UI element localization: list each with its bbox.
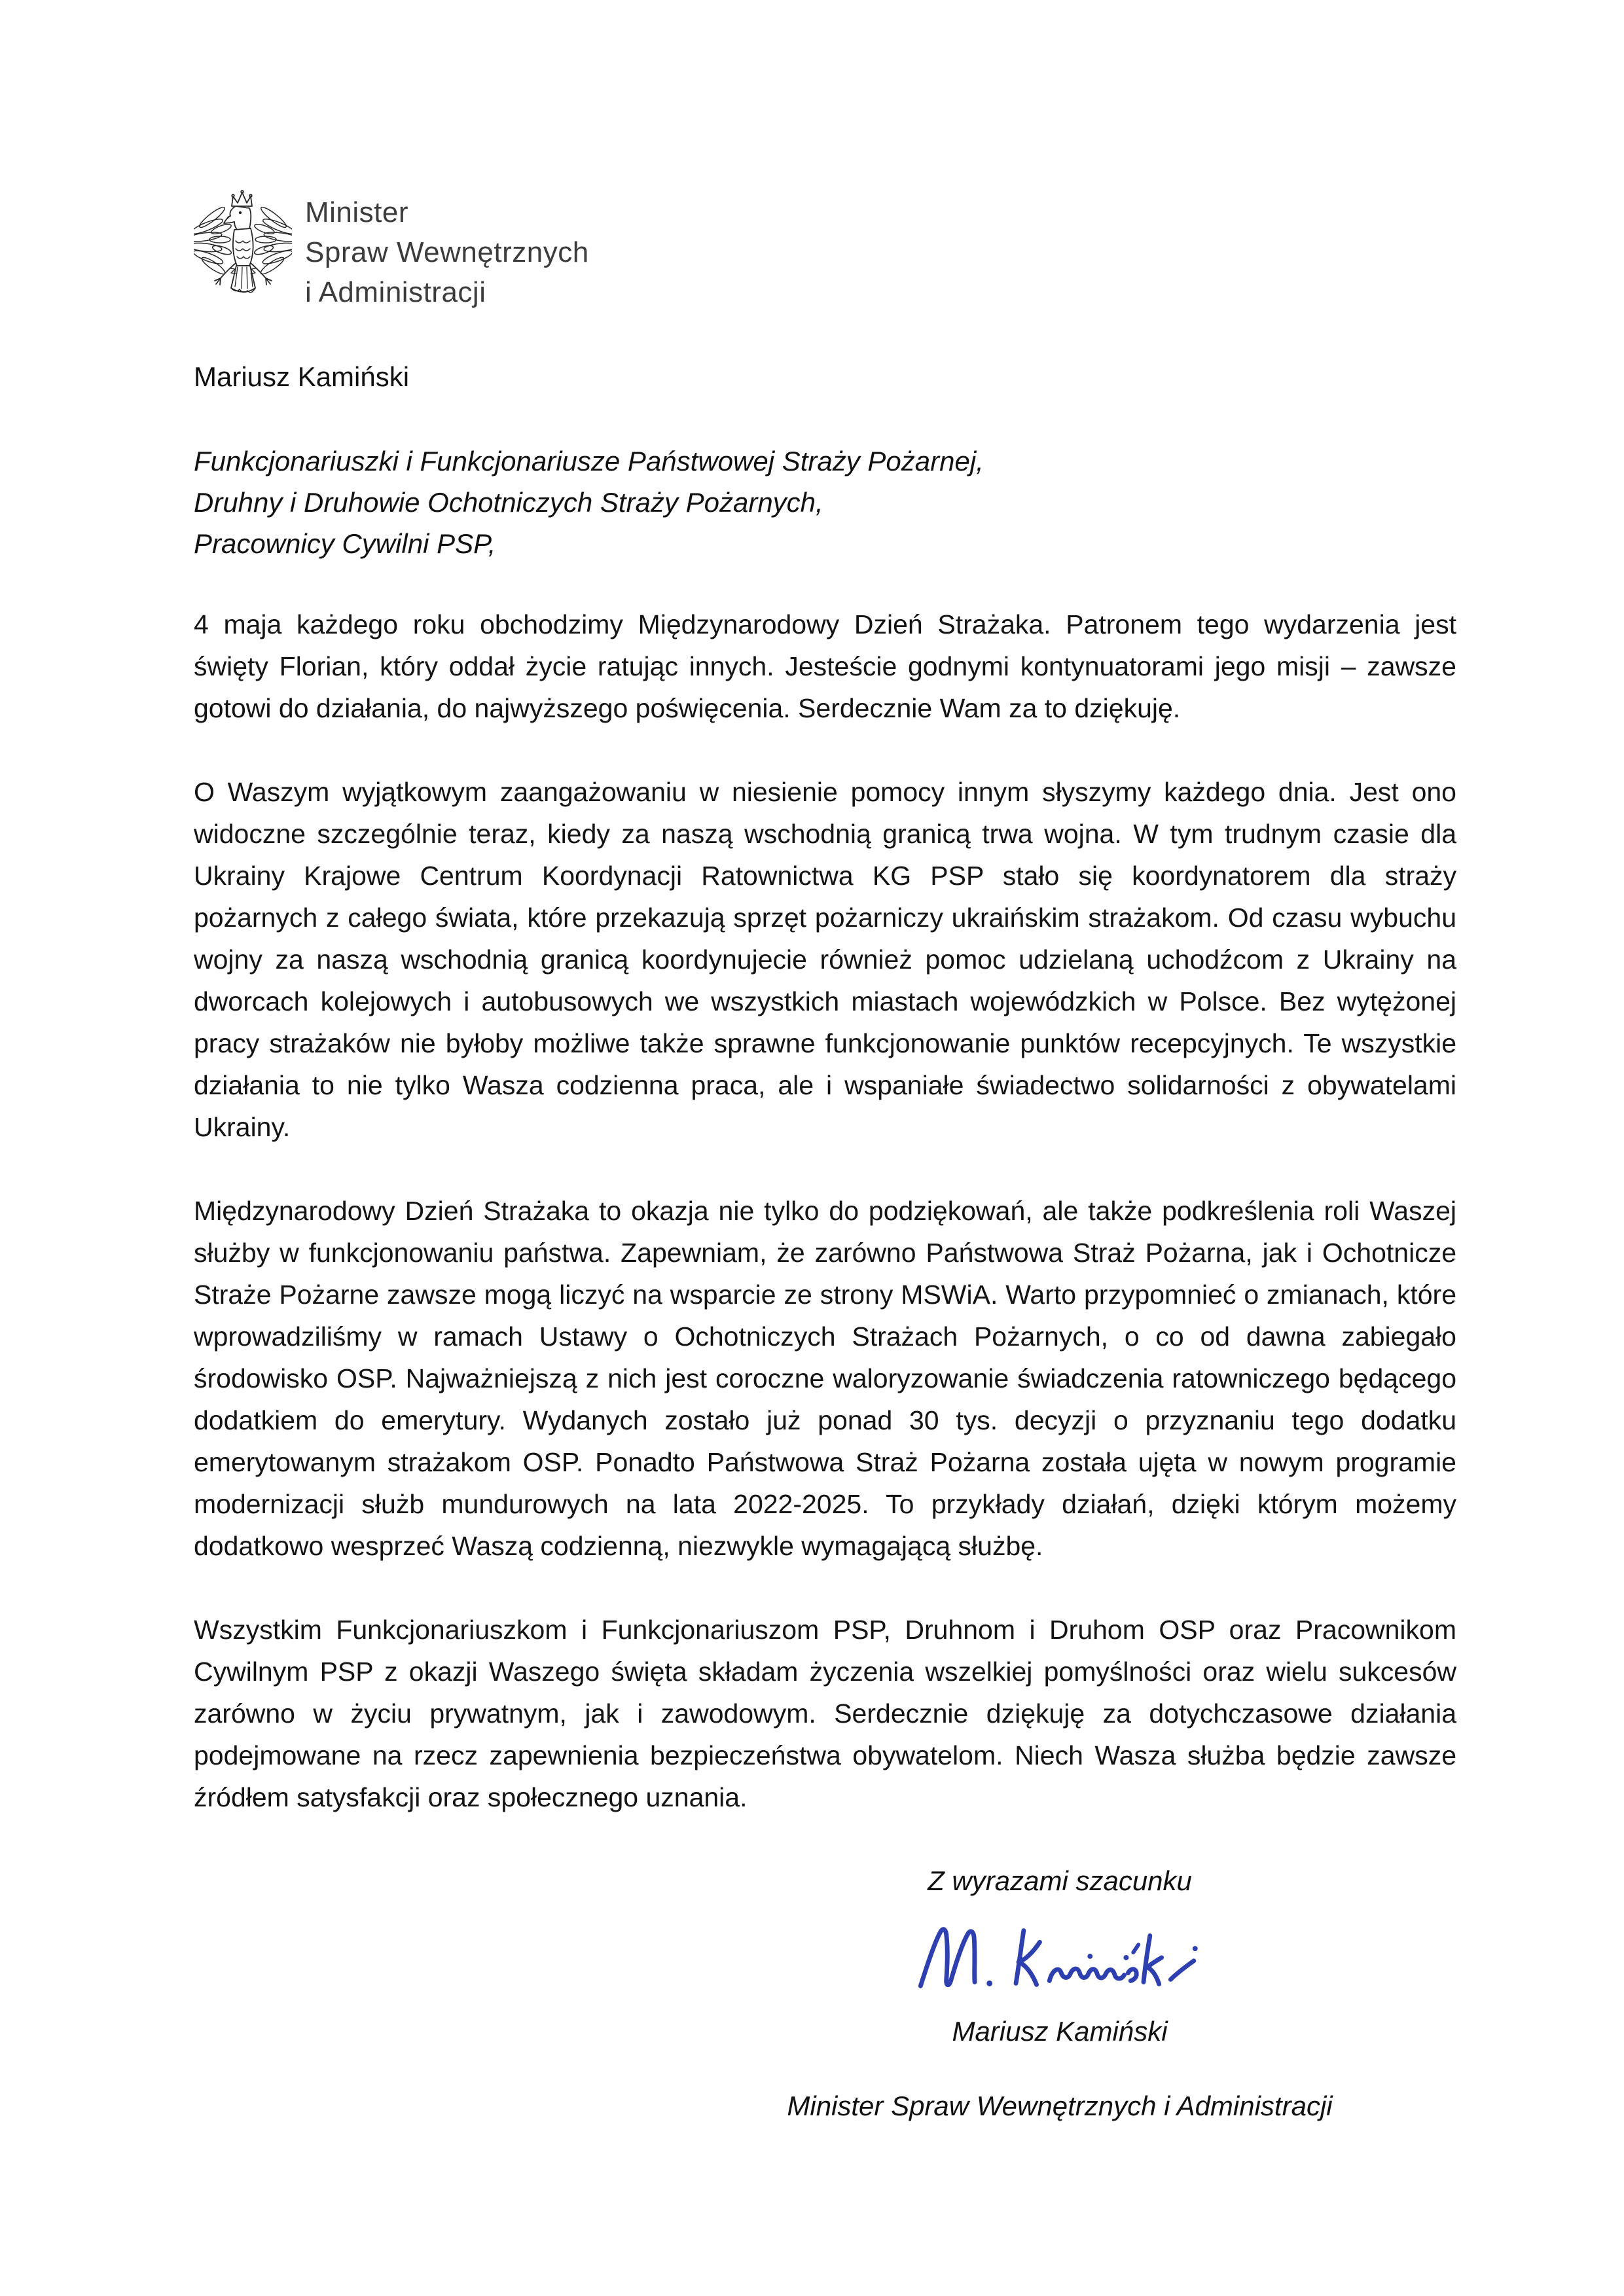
ministry-name-line: i Administracji <box>305 276 486 308</box>
salutation-line: Pracownicy Cywilni PSP, <box>194 528 496 559</box>
ministry-name-line: Minister <box>305 196 409 228</box>
closing-block <box>700 1864 1420 2123</box>
salutation-line: Druhny i Druhowie Ochotniczych Straży Pożarnych, <box>194 487 823 518</box>
paragraph: Międzynarodowy Dzień Strażaka to okazja nie tylko do podziękowań, ale także podkreślenia roli Waszej służby w funkcjonowaniu państwa. Zapewniam, że zarówno Państwowa Straż Pożarna, jak i Ochotnicze Straże Pożarne zawsze mogą liczyć na wsparcie ze strony MSWiA. Warto przypomnieć o zmianach, które wprowadziliśmy w ramach Ustawy o Ochotniczych Strażach Pożarnych, o co od dawna zabiegało środowisko OSP. Najważniejszą z nich jest coroczne waloryzowanie świadczenia ratowniczego będącego dodatkiem do emerytury. Wydanych zostało już ponad 30 tys. decyzji o przyznaniu tego dodatku emerytowanym strażakom OSP. Ponadto Państwowa Straż Pożarna została ujęta w nowym programie modernizacji służb mundurowych na lata 2022-2025. To przykłady działań, dzięki którym możemy dodatkowo wesprzeć Waszą codzienną, niezwykle wymagającą służbę. <box>194 1196 1456 1561</box>
salutation-line: Funkcjonariuszki i Funkcjonariusze Państwowej Straży Pożarnej, <box>194 446 984 476</box>
signature-title: Minister Spraw Wewnętrznych i Administracji <box>787 2090 1333 2121</box>
paragraph: O Waszym wyjątkowym zaangażowaniu w niesienie pomocy innym słyszymy każdego dnia. Jest ono widoczne szczególnie teraz, kiedy za naszą wschodnią granicą trwa wojna. W tym trudnym czasie dla Ukrainy Krajowe Centrum Koordynacji Ratownictwa KG PSP stało się koordynatorem dla straży pożarnych z całego świata, które przekazują sprzęt pożarniczy ukraińskim strażakom. Od czasu wybuchu wojny za naszą wschodnią granicą koordynujecie również pomoc udzielaną uchodźcom z Ukrainy na dworcach kolejowych i autobusowych we wszystkich miastach wojewódzkich w Polsce. Bez wytężonej pracy strażaków nie byłoby możliwe także sprawne funkcjonowanie punktów recepcyjnych. Te wszystkie działania to nie tylko Wasza codzienna praca, ale i wspaniałe świadectwo solidarności z obywatelami Ukrainy. <box>194 777 1456 1142</box>
ministry-name <box>305 192 589 312</box>
salutation <box>194 440 1456 564</box>
sender-name: Mariusz Kamiński <box>194 361 410 392</box>
letter-body <box>194 603 1456 1818</box>
left-wing <box>194 205 232 276</box>
signature-name: Mariusz Kamiński <box>952 2016 1168 2047</box>
valediction: Z wyrazami szacunku <box>928 1865 1192 1896</box>
signature-handwriting-icon <box>906 1914 1214 1998</box>
letterhead <box>194 188 1456 312</box>
ministry-name-line: Spraw Wewnętrznych <box>305 236 589 268</box>
paragraph: Wszystkim Funkcjonariuszkom i Funkcjonariuszom PSP, Druhnom i Druhom OSP oraz Pracownikom Cywilnym PSP z okazji Waszego święta składam życzenia wszelkiej pomyślności oraz wielu sukcesów zarówno w życiu prywatnym, jak i zawodowym. Serdecznie dziękuję za dotychczasowe działania podejmowane na rzecz zapewnienia bezpieczeństwa obywatelom. Niech Wasza służba będzie zawsze źródłem satysfakcji oraz społecznego uznania. <box>194 1615 1456 1812</box>
paragraph: 4 maja każdego roku obchodzimy Międzynarodowy Dzień Strażaka. Patronem tego wydarzenia jest święty Florian, który oddał życie ratując innych. Jesteście godnymi kontynuatorami jego misji – zawsze gotowi do działania, do najwyższego poświęcenia. Serdecznie Wam za to dziękuję. <box>194 609 1456 723</box>
right-wing <box>253 205 292 276</box>
coat-of-arms-eagle-icon <box>194 188 292 301</box>
